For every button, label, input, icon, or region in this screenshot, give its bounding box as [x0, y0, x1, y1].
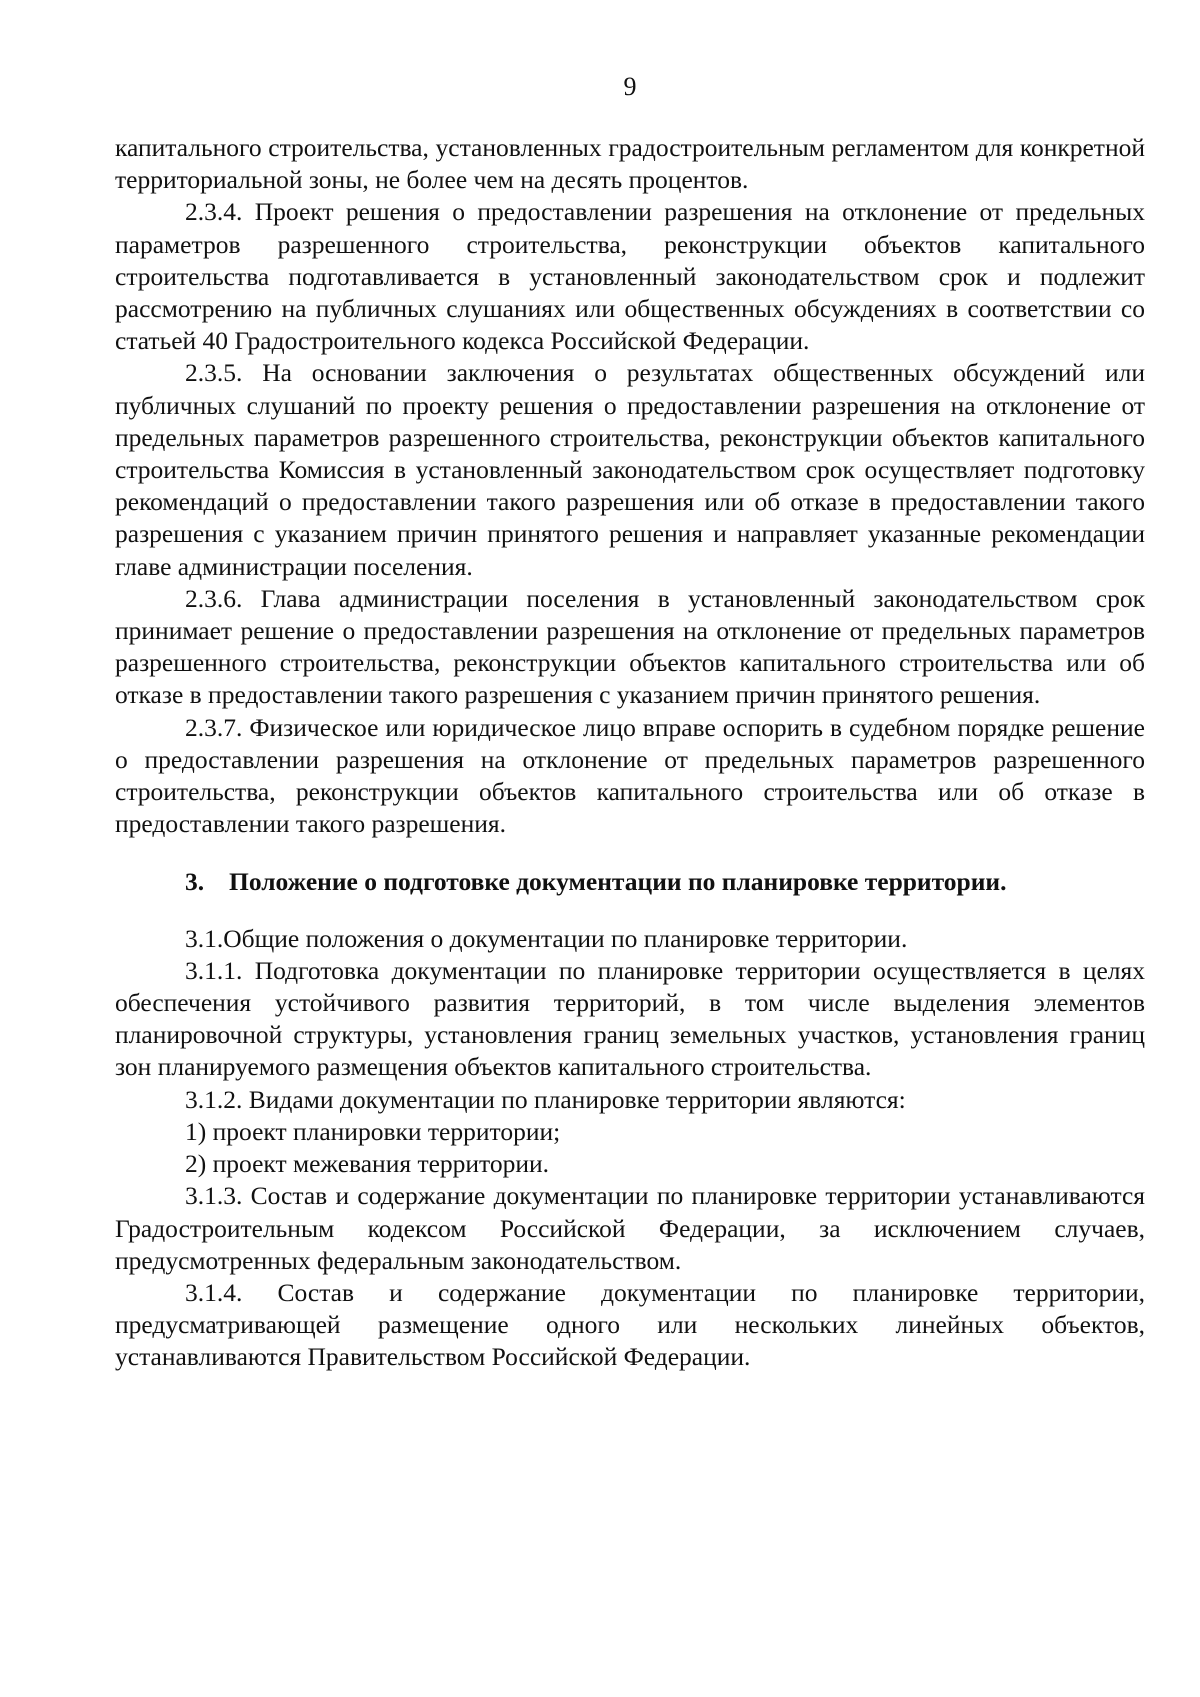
- paragraph: 2.3.7. Физическое или юридическое лицо вправе оспорить в судебном порядке решение о предоставлении разрешения на отклонение от предельных параметров разрешенного строительства, реконструкции объектов капитального строительства или об отказе в предоставлении такого разрешения.: [115, 712, 1145, 839]
- section-number: 3.: [185, 867, 205, 897]
- paragraph: 3.1.Общие положения о документации по планировке территории.: [185, 923, 908, 953]
- document-body: [115, 132, 1145, 1374]
- paragraph: 2.3.4. Проект решения о предоставлении разрешения на отклонение от предельных параметров разрешенного строительства, реконструкции объектов капитального строительства подготавливается в установленный законодательством срок и подлежит рассмотрению на публичных слушаниях или общественных обсуждениях в соответствии со статьей 40 Градостроительного кодекса Российской Федерации.: [115, 197, 1145, 356]
- paragraph: 3.1.2. Видами документации по планировке территории являются:: [185, 1084, 906, 1114]
- paragraph: капитального строительства, установленных градостроительным регламентом для конкретной территориальной зоны, не более чем на десять процентов.: [115, 133, 1145, 195]
- section-title: Положение о подготовке документации по планировке территории.: [229, 867, 1007, 897]
- list-item: 2) проект межевания территории.: [185, 1149, 550, 1179]
- list-item: 1) проект планировки территории;: [185, 1116, 561, 1146]
- page-number: 9: [623, 72, 637, 101]
- paragraph: 3.1.4. Состав и содержание документации по планировке территории, предусматривающей размещение одного или нескольких линейных объектов, устанавливаются Правительством Российской Федерации.: [115, 1277, 1145, 1372]
- paragraph: 3.1.3. Состав и содержание документации по планировке территории устанавливаются Градостроительным кодексом Российской Федерации, за исключением случаев, предусмотренных федеральным законодательством.: [115, 1181, 1145, 1275]
- section-heading: [115, 866, 1145, 898]
- paragraph: 2.3.6. Глава администрации поселения в установленный законодательством срок принимает решение о предоставлении разрешения на отклонение от предельных параметров разрешенного строительства, реконструкции объектов капитального строительства или об отказе в предоставлении такого разрешения с указанием причин принятого решения.: [115, 583, 1145, 710]
- paragraph: 2.3.5. На основании заключения о результатах общественных обсуждений или публичных слушаний по проекту решения о предоставлении разрешения на отклонение от предельных параметров разрешенного строительства, реконструкции объектов капитального строительства Комиссия в установленный законодательством срок осуществляет подготовку рекомендаций о предоставлении такого разрешения или об отказе в предоставлении такого разрешения с указанием причин принятого решения и направляет указанные рекомендации главе администрации поселения.: [115, 358, 1145, 581]
- paragraph: 3.1.1. Подготовка документации по планировке территории осуществляется в целях обеспечения устойчивого развития территорий, в том числе выделения элементов планировочной структуры, установления границ земельных участков, установления границ зон планируемого размещения объектов капитального строительства.: [115, 955, 1145, 1082]
